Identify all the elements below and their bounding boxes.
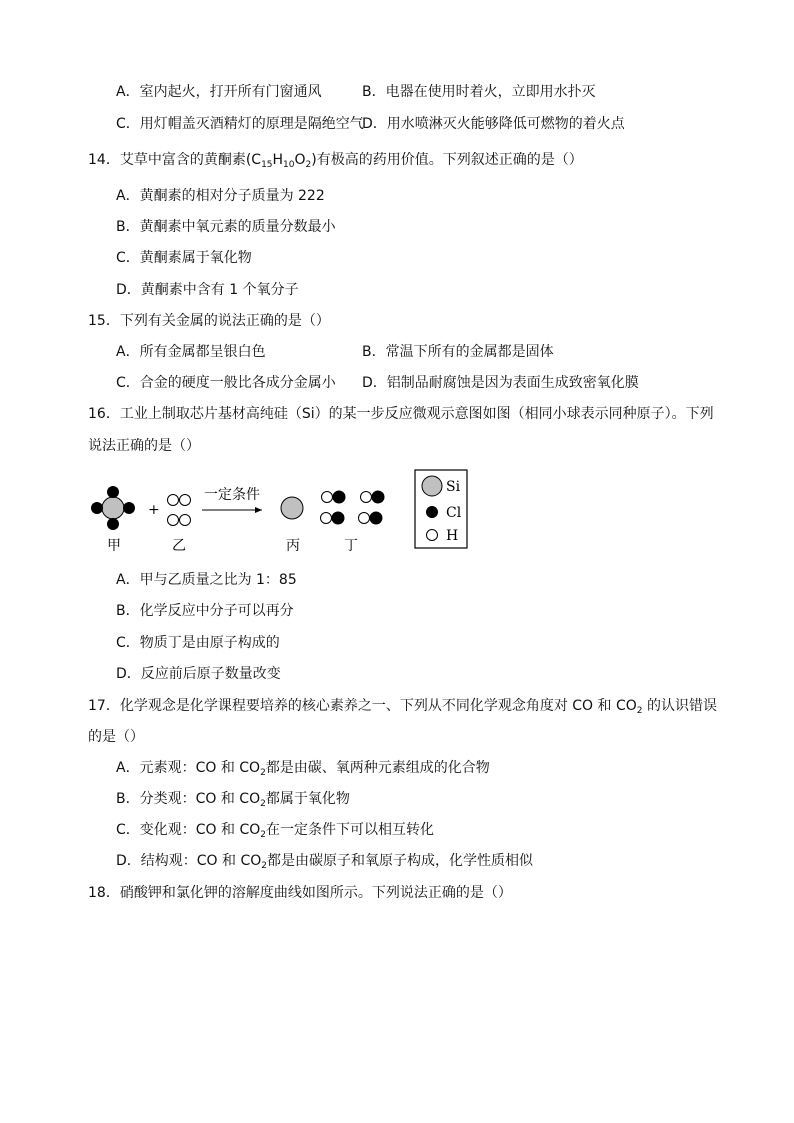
q13-option-b: B．电器在使用时着火，立即用水扑灭 xyxy=(362,84,596,100)
legend-si-atom xyxy=(422,476,442,496)
label-yi: 乙 xyxy=(172,538,186,554)
q14-stem xyxy=(88,151,583,169)
atom-h xyxy=(180,495,191,506)
atom-cl xyxy=(107,518,119,530)
q14-sub-c: 15 xyxy=(261,160,273,170)
q14-h: H xyxy=(272,152,284,168)
q13-option-a: A．室内起火，打开所有门窗通风 xyxy=(116,84,322,100)
atom-h xyxy=(361,492,372,503)
q13-option-d: D．用水喷淋灭火能够降低可燃物的着火点 xyxy=(362,116,625,132)
atom-h xyxy=(359,513,370,524)
q16-option-d: D．反应前后原子数量改变 xyxy=(116,666,281,682)
label-ding: 丁 xyxy=(344,538,358,554)
atom-cl xyxy=(91,502,103,514)
q17-option-a xyxy=(116,759,490,777)
reaction-diagram xyxy=(86,466,486,556)
q17-option-c xyxy=(116,821,434,839)
q16-option-c: C．物质丁是由原子构成的 xyxy=(116,635,280,651)
q17-stem-line2: 的是（） xyxy=(88,729,144,745)
molecule-yi xyxy=(168,495,191,526)
q17-a-pre: A．元素观：CO 和 CO xyxy=(116,760,261,776)
atom-cl xyxy=(372,491,384,503)
q14-option-d: D．黄酮素中含有 1 个氧分子 xyxy=(116,282,299,298)
atom-cl xyxy=(333,491,345,503)
q15-option-c: C．合金的硬度一般比各成分金属小 xyxy=(116,375,336,391)
legend-si-label: Si xyxy=(446,479,461,495)
q17-d-post: 都是由碳原子和氧原子构成，化学性质相似 xyxy=(267,853,534,869)
q17-a-post: 都是由碳、氧两种元素组成的化合物 xyxy=(265,760,490,776)
legend-cl-atom xyxy=(426,506,438,518)
q17-stem-line1 xyxy=(88,697,717,715)
q15-option-b: B．常温下所有的金属都是固体 xyxy=(362,344,554,360)
q15-stem: 15．下列有关金属的说法正确的是（） xyxy=(88,313,330,329)
q14-stem-post: )有极高的药用价值。下列叙述正确的是（） xyxy=(311,152,583,168)
atom-h xyxy=(322,492,333,503)
q17-stem-sub: 2 xyxy=(636,706,643,716)
molecule-jia xyxy=(91,486,135,530)
legend-h-atom xyxy=(427,530,438,541)
atom-h xyxy=(168,515,179,526)
q14-sub-o: 2 xyxy=(305,160,312,170)
atom-h xyxy=(168,495,179,506)
q17-d-pre: D．结构观：CO 和 CO xyxy=(116,853,262,869)
q14-sub-h: 10 xyxy=(283,160,295,170)
q16-stem-line1: 16．工业上制取芯片基材高纯硅（Si）的某一步反应微观示意图如图（相同小球表示同种原子）。下列 xyxy=(88,406,714,422)
plus-sign: + xyxy=(148,502,160,518)
q16-option-b: B．化学反应中分子可以再分 xyxy=(116,603,294,619)
q17-c-pre: C．变化观：CO 和 CO xyxy=(116,822,261,838)
q18-stem: 18．硝酸钾和氯化钾的溶解度曲线如图所示。下列说法正确的是（） xyxy=(88,885,512,901)
molecule-ding xyxy=(321,491,385,524)
atom-cl xyxy=(370,512,382,524)
legend-box xyxy=(415,470,467,548)
q14-stem-pre: 14．艾草中富含的黄酮素(C xyxy=(88,152,262,168)
q15-option-d: D．铝制品耐腐蚀是因为表面生成致密氧化膜 xyxy=(362,375,639,391)
molecule-bing xyxy=(281,497,303,519)
label-jia: 甲 xyxy=(107,538,121,554)
atom-si xyxy=(102,497,124,519)
q17-d-sub: 2 xyxy=(261,861,268,871)
q14-option-a: A．黄酮素的相对分子质量为 222 xyxy=(116,188,325,204)
reaction-condition: 一定条件 xyxy=(204,487,260,503)
q17-a-sub: 2 xyxy=(260,768,266,778)
q14-o: O xyxy=(294,152,306,168)
legend-cl-label: Cl xyxy=(446,505,462,521)
q16-option-a: A．甲与乙质量之比为 1：85 xyxy=(116,572,297,588)
q15-option-a: A．所有金属都呈银白色 xyxy=(116,344,266,360)
legend-h-label: H xyxy=(446,528,459,544)
q17-b-pre: B．分类观：CO 和 CO xyxy=(116,791,261,807)
q17-option-d xyxy=(116,852,533,870)
q17-option-b xyxy=(116,790,350,808)
q17-b-post: 都属于氧化物 xyxy=(265,791,350,807)
q17-stem-post: 的认识错误 xyxy=(642,698,717,714)
atom-cl xyxy=(107,486,119,498)
atom-h xyxy=(321,513,332,524)
q16-stem-line2: 说法正确的是（） xyxy=(88,438,200,454)
atom-h xyxy=(180,515,191,526)
q13-option-c: C．用灯帽盖灭酒精灯的原理是隔绝空气 xyxy=(116,116,364,132)
q17-c-sub: 2 xyxy=(260,830,266,840)
atom-cl xyxy=(332,512,344,524)
atom-cl xyxy=(123,502,135,514)
q17-stem-pre: 17．化学观念是化学课程要培养的核心素养之一、下列从不同化学观念角度对 CO 和 CO xyxy=(88,698,637,714)
label-bing: 丙 xyxy=(286,538,300,554)
q14-option-c: C．黄酮素属于氧化物 xyxy=(116,250,252,266)
q14-option-b: B．黄酮素中氧元素的质量分数最小 xyxy=(116,219,336,235)
q17-b-sub: 2 xyxy=(260,799,266,809)
reaction-arrow xyxy=(202,507,262,513)
q17-c-post: 在一定条件下可以相互转化 xyxy=(266,822,434,838)
